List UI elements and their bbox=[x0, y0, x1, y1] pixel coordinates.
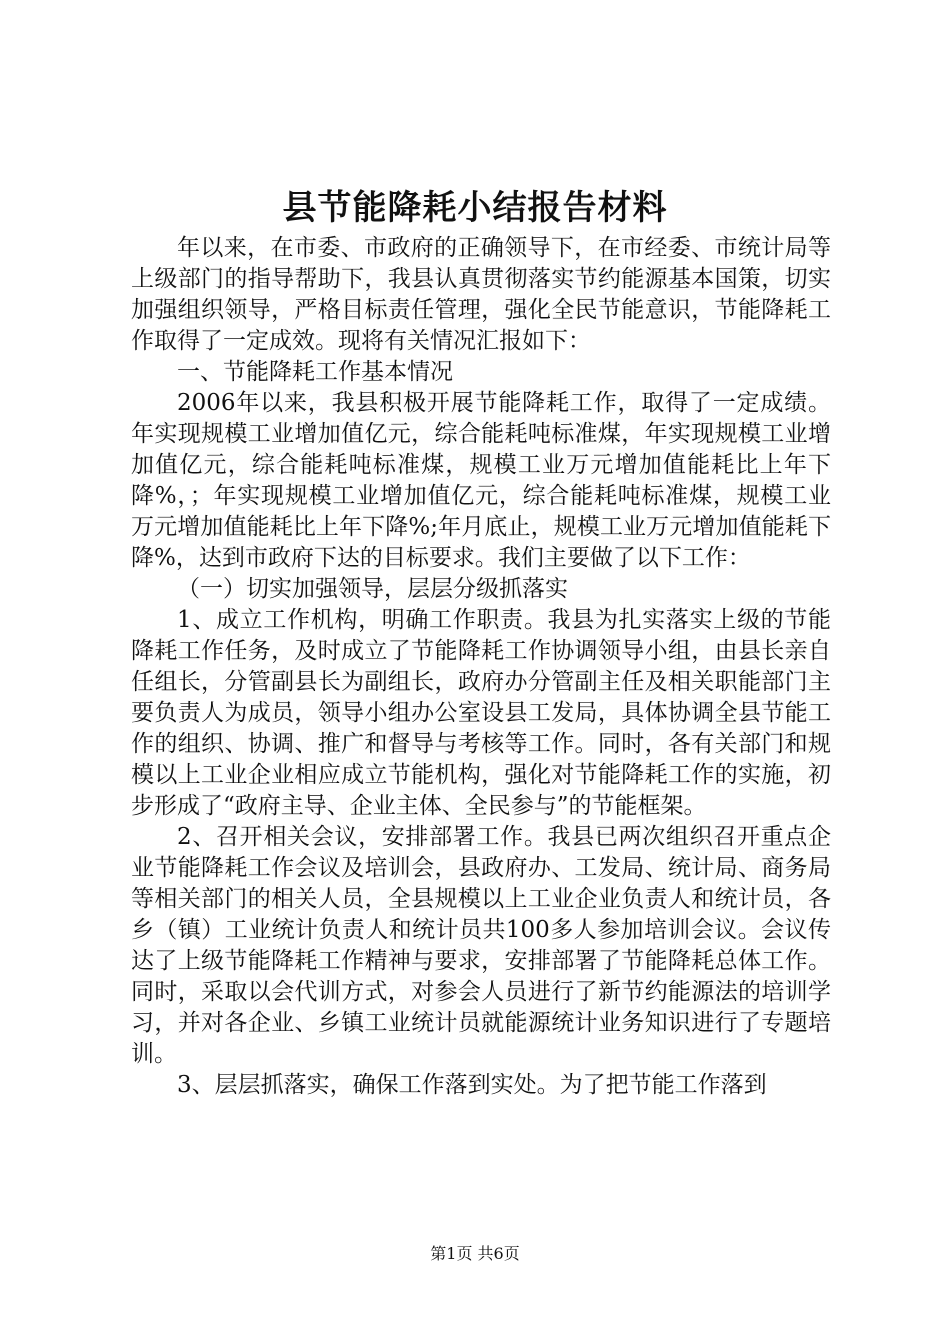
subsection-heading-1: （一）切实加强领导，层层分级抓落实 bbox=[177, 576, 568, 602]
page-number-footer: 第1页 共6页 bbox=[430, 1244, 520, 1263]
document-title: 县节能降耗小结报告材料 bbox=[282, 188, 668, 228]
document-body bbox=[131, 233, 831, 1101]
paragraph-item-3: 3、层层抓落实，确保工作落到实处。为了把节能工作落到 bbox=[177, 1072, 767, 1098]
section-heading-1: 一、节能降耗工作基本情况 bbox=[177, 359, 453, 385]
paragraph-item-1: 1、成立工作机构，明确工作职责。我县为扎实落实上级的节能降耗工作任务，及时成立了节能降耗工作协调领导小组，由县长亲自任组长，分管副县长为副组长，政府办分管副主任及相关职能部门主要负责人为成员，领导小组办公室设县工发局，具体协调全县节能工作的组织、协调、推广和督导与考核等工作。同时，各有关部门和规模以上工业企业相应成立节能机构，强化对节能降耗工作的实施，初步形成了“政府主导、企业主体、全民参与”的节能框架。 bbox=[131, 607, 831, 819]
paragraph-intro: 年以来，在市委、市政府的正确领导下，在市经委、市统计局等上级部门的指导帮助下，我县认真贯彻落实节约能源基本国策，切实加强组织领导，严格目标责任管理，强化全民节能意识，节能降耗工作取得了一定成效。现将有关情况汇报如下： bbox=[131, 235, 831, 354]
paragraph-item-2: 2、召开相关会议，安排部署工作。我县已两次组织召开重点企业节能降耗工作会议及培训会，县政府办、工发局、统计局、商务局等相关部门的相关人员，全县规模以上工业企业负责人和统计员，各乡（镇）工业统计负责人和统计员共100多人参加培训会议。会议传达了上级节能降耗工作精神与要求，安排部署了节能降耗总体工作。同时，采取以会代训方式，对参会人员进行了新节约能源法的培训学习，并对各企业、乡镇工业统计员就能源统计业务知识进行了专题培训。 bbox=[131, 824, 831, 1067]
paragraph-basic-situation: 2006年以来，我县积极开展节能降耗工作，取得了一定成绩。年实现规模工业增加值亿元，综合能耗吨标准煤，年实现规模工业增加值亿元，综合能耗吨标准煤，规模工业万元增加值能耗比上年下降%，；年实现规模工业增加值亿元，综合能耗吨标准煤，规模工业万元增加值能耗比上年下降%;年月底止，规模工业万元增加值能耗下降%，达到市政府下达的目标要求。我们主要做了以下工作： bbox=[131, 390, 831, 571]
